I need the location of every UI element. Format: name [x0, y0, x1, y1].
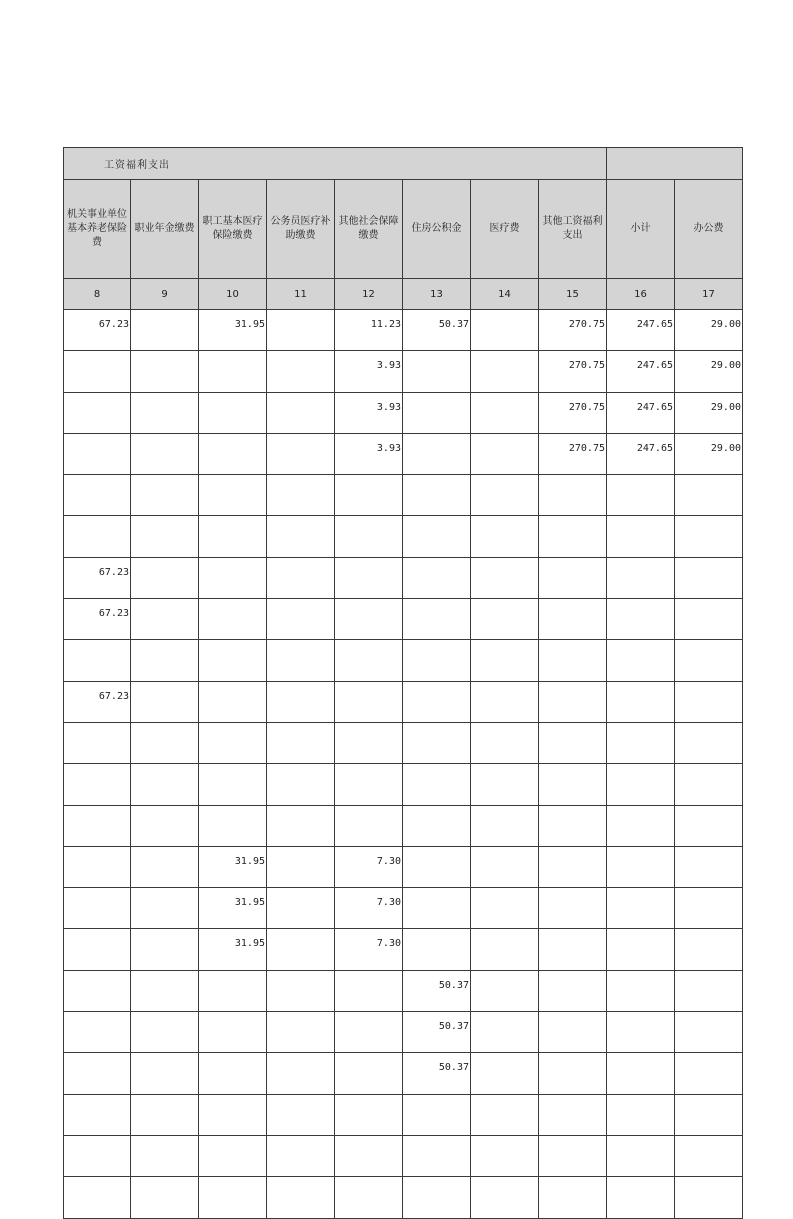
- table-row: [64, 970, 743, 1011]
- table-cell: [607, 681, 675, 722]
- table-row: [64, 1094, 743, 1135]
- table-cell: [607, 970, 675, 1011]
- table-cell: [675, 1177, 743, 1218]
- table-cell: [403, 351, 471, 392]
- table-cell: [335, 516, 403, 557]
- table-row: [64, 681, 743, 722]
- table-cell: [335, 1012, 403, 1053]
- table-cell: [267, 475, 335, 516]
- table-cell: [64, 516, 131, 557]
- table-cell: [675, 888, 743, 929]
- table-cell: 29.00: [675, 351, 743, 392]
- table-cell: [131, 392, 199, 433]
- table-row: [64, 1053, 743, 1094]
- table-cell: 247.65: [607, 310, 675, 351]
- table-cell: [199, 681, 267, 722]
- table-cell: [539, 640, 607, 681]
- table-cell: [403, 433, 471, 474]
- table-cell: [471, 392, 539, 433]
- column-header: 职业年金缴费: [131, 180, 199, 279]
- table-cell: 270.75: [539, 310, 607, 351]
- column-number: 14: [471, 279, 539, 310]
- table-cell: [471, 557, 539, 598]
- table-cell: [403, 888, 471, 929]
- table-cell: [607, 1094, 675, 1135]
- table-cell: [131, 557, 199, 598]
- table-cell: [335, 1053, 403, 1094]
- table-cell: [335, 599, 403, 640]
- table-cell: [335, 970, 403, 1011]
- table-cell: [539, 1094, 607, 1135]
- table-cell: [471, 805, 539, 846]
- table-cell: [471, 1012, 539, 1053]
- table-row: [64, 640, 743, 681]
- budget-table-sheet: [63, 147, 742, 1219]
- table-cell: [607, 805, 675, 846]
- table-cell: [64, 640, 131, 681]
- table-cell: 31.95: [199, 846, 267, 887]
- table-cell: [199, 557, 267, 598]
- column-number: 15: [539, 279, 607, 310]
- table-cell: 29.00: [675, 433, 743, 474]
- table-cell: [539, 805, 607, 846]
- table-cell: 270.75: [539, 433, 607, 474]
- table-cell: [539, 1177, 607, 1218]
- table-cell: [335, 640, 403, 681]
- table-cell: 50.37: [403, 1053, 471, 1094]
- table-cell: [607, 1012, 675, 1053]
- table-cell: [131, 1053, 199, 1094]
- table-cell: [403, 640, 471, 681]
- table-cell: [335, 681, 403, 722]
- table-cell: [471, 599, 539, 640]
- table-cell: [607, 764, 675, 805]
- table-cell: [267, 640, 335, 681]
- table-cell: [64, 392, 131, 433]
- table-cell: [64, 722, 131, 763]
- column-number: 8: [64, 279, 131, 310]
- table-cell: [539, 970, 607, 1011]
- table-cell: [539, 557, 607, 598]
- table-cell: [131, 722, 199, 763]
- table-cell: 67.23: [64, 599, 131, 640]
- table-cell: [403, 681, 471, 722]
- table-cell: [267, 722, 335, 763]
- table-cell: [131, 805, 199, 846]
- table-cell: [471, 475, 539, 516]
- column-header: 小计: [607, 180, 675, 279]
- table-cell: [131, 1135, 199, 1176]
- table-cell: [607, 888, 675, 929]
- table-cell: 31.95: [199, 929, 267, 970]
- table-cell: 3.93: [335, 351, 403, 392]
- table-cell: [607, 599, 675, 640]
- table-cell: 67.23: [64, 681, 131, 722]
- table-row: [64, 888, 743, 929]
- table-cell: [675, 805, 743, 846]
- table-cell: [539, 1012, 607, 1053]
- table-cell: [335, 557, 403, 598]
- table-cell: [267, 557, 335, 598]
- banner-row: [64, 148, 743, 180]
- table-cell: 270.75: [539, 351, 607, 392]
- table-cell: [199, 599, 267, 640]
- table-cell: [64, 929, 131, 970]
- table-cell: 247.65: [607, 433, 675, 474]
- table-cell: [403, 1177, 471, 1218]
- table-cell: [539, 929, 607, 970]
- table-cell: [199, 1135, 267, 1176]
- table-row: [64, 805, 743, 846]
- table-cell: [539, 722, 607, 763]
- table-cell: 29.00: [675, 310, 743, 351]
- column-header: 职工基本医疗保险缴费: [199, 180, 267, 279]
- column-header: 住房公积金: [403, 180, 471, 279]
- table-row: [64, 764, 743, 805]
- table-cell: [675, 516, 743, 557]
- table-cell: [199, 1053, 267, 1094]
- table-cell: [471, 888, 539, 929]
- table-cell: [539, 1135, 607, 1176]
- table-cell: [131, 929, 199, 970]
- table-cell: 31.95: [199, 310, 267, 351]
- table-cell: [131, 516, 199, 557]
- column-number: 12: [335, 279, 403, 310]
- table-cell: [131, 1094, 199, 1135]
- column-number: 11: [267, 279, 335, 310]
- table-cell: [403, 929, 471, 970]
- table-cell: [64, 1012, 131, 1053]
- table-cell: [471, 310, 539, 351]
- table-cell: [675, 722, 743, 763]
- table-cell: [267, 970, 335, 1011]
- table-cell: [199, 433, 267, 474]
- table-cell: 247.65: [607, 351, 675, 392]
- column-number: 16: [607, 279, 675, 310]
- table-cell: [267, 1094, 335, 1135]
- table-cell: [131, 681, 199, 722]
- table-row: [64, 929, 743, 970]
- table-cell: [267, 392, 335, 433]
- table-row: [64, 846, 743, 887]
- table-cell: [335, 1177, 403, 1218]
- table-cell: [471, 516, 539, 557]
- table-cell: [539, 1053, 607, 1094]
- table-cell: [675, 1094, 743, 1135]
- column-header: 其他社会保障缴费: [335, 180, 403, 279]
- table-cell: [335, 475, 403, 516]
- table-cell: 7.30: [335, 888, 403, 929]
- table-row: [64, 1012, 743, 1053]
- table-cell: [131, 1012, 199, 1053]
- table-cell: [471, 1135, 539, 1176]
- table-cell: [64, 805, 131, 846]
- table-cell: 247.65: [607, 392, 675, 433]
- table-cell: [131, 846, 199, 887]
- table-cell: [471, 1177, 539, 1218]
- table-cell: [267, 1177, 335, 1218]
- table-cell: [471, 433, 539, 474]
- table-cell: [675, 475, 743, 516]
- table-cell: [471, 1053, 539, 1094]
- table-cell: 7.30: [335, 929, 403, 970]
- table-row: [64, 557, 743, 598]
- table-cell: [675, 599, 743, 640]
- section-title: 工资福利支出: [64, 148, 607, 180]
- table-cell: [607, 640, 675, 681]
- table-cell: [403, 722, 471, 763]
- table-row: [64, 1177, 743, 1218]
- column-number: 13: [403, 279, 471, 310]
- table-cell: [131, 764, 199, 805]
- table-row: [64, 392, 743, 433]
- table-cell: [403, 392, 471, 433]
- table-row: [64, 310, 743, 351]
- table-cell: [267, 433, 335, 474]
- table-cell: [267, 681, 335, 722]
- table-cell: [403, 764, 471, 805]
- table-cell: [607, 1177, 675, 1218]
- table-cell: 67.23: [64, 310, 131, 351]
- table-cell: [267, 846, 335, 887]
- table-cell: [539, 681, 607, 722]
- table-cell: [131, 475, 199, 516]
- table-cell: [335, 805, 403, 846]
- table-cell: 3.93: [335, 392, 403, 433]
- table-cell: [607, 516, 675, 557]
- banner-blank-cell: [607, 148, 743, 180]
- table-cell: [199, 1177, 267, 1218]
- table-cell: [64, 1135, 131, 1176]
- table-cell: [64, 764, 131, 805]
- table-cell: [267, 929, 335, 970]
- table-cell: [471, 640, 539, 681]
- table-cell: [335, 1094, 403, 1135]
- table-cell: [675, 1135, 743, 1176]
- table-cell: 67.23: [64, 557, 131, 598]
- table-cell: [131, 970, 199, 1011]
- table-cell: [539, 846, 607, 887]
- table-cell: [199, 351, 267, 392]
- table-cell: [607, 929, 675, 970]
- table-cell: [675, 970, 743, 1011]
- column-header: 其他工资福利支出: [539, 180, 607, 279]
- table-cell: [131, 351, 199, 392]
- table-cell: [471, 681, 539, 722]
- table-cell: [335, 1135, 403, 1176]
- table-cell: [131, 310, 199, 351]
- table-cell: [471, 970, 539, 1011]
- table-cell: [199, 1094, 267, 1135]
- table-row: [64, 433, 743, 474]
- table-cell: 50.37: [403, 970, 471, 1011]
- table-cell: 7.30: [335, 846, 403, 887]
- table-cell: 50.37: [403, 1012, 471, 1053]
- column-number: 17: [675, 279, 743, 310]
- table-cell: 50.37: [403, 310, 471, 351]
- table-cell: [403, 846, 471, 887]
- table-cell: [199, 392, 267, 433]
- table-cell: [403, 475, 471, 516]
- table-cell: [267, 310, 335, 351]
- table-cell: [64, 846, 131, 887]
- expenditure-table: [63, 147, 743, 1219]
- column-header: 办公费: [675, 180, 743, 279]
- table-cell: [403, 599, 471, 640]
- table-cell: [471, 722, 539, 763]
- table-cell: [607, 846, 675, 887]
- table-cell: [539, 888, 607, 929]
- table-cell: 29.00: [675, 392, 743, 433]
- table-cell: [267, 1012, 335, 1053]
- table-cell: [64, 1053, 131, 1094]
- table-cell: [64, 888, 131, 929]
- table-cell: [675, 1012, 743, 1053]
- column-header: 公务员医疗补助缴费: [267, 180, 335, 279]
- table-cell: [607, 1053, 675, 1094]
- table-cell: [199, 764, 267, 805]
- table-cell: [267, 805, 335, 846]
- table-cell: [131, 599, 199, 640]
- table-cell: [199, 516, 267, 557]
- table-cell: [131, 640, 199, 681]
- table-cell: [199, 722, 267, 763]
- table-cell: [675, 846, 743, 887]
- table-cell: [267, 351, 335, 392]
- table-cell: [335, 722, 403, 763]
- table-row: [64, 351, 743, 392]
- column-number: 10: [199, 279, 267, 310]
- column-header: 机关事业单位基本养老保险费: [64, 180, 131, 279]
- table-cell: [199, 805, 267, 846]
- table-row: [64, 599, 743, 640]
- table-cell: [607, 475, 675, 516]
- table-cell: [403, 805, 471, 846]
- table-cell: [267, 888, 335, 929]
- table-cell: [403, 1094, 471, 1135]
- table-row: [64, 1135, 743, 1176]
- table-row: [64, 516, 743, 557]
- table-cell: [64, 970, 131, 1011]
- table-cell: [471, 1094, 539, 1135]
- table-cell: [675, 929, 743, 970]
- table-cell: 270.75: [539, 392, 607, 433]
- table-cell: 3.93: [335, 433, 403, 474]
- table-cell: [607, 1135, 675, 1176]
- table-cell: [675, 640, 743, 681]
- table-cell: [267, 1135, 335, 1176]
- table-cell: [607, 557, 675, 598]
- table-cell: [403, 516, 471, 557]
- table-cell: [471, 351, 539, 392]
- table-cell: [64, 1177, 131, 1218]
- table-cell: 31.95: [199, 888, 267, 929]
- table-cell: [675, 764, 743, 805]
- table-cell: [471, 929, 539, 970]
- table-cell: [199, 475, 267, 516]
- table-cell: [131, 888, 199, 929]
- table-cell: [267, 764, 335, 805]
- table-cell: [539, 516, 607, 557]
- column-header-row: [64, 180, 743, 279]
- table-cell: [64, 475, 131, 516]
- table-cell: [267, 516, 335, 557]
- table-cell: [131, 433, 199, 474]
- table-cell: [199, 970, 267, 1011]
- column-number: 9: [131, 279, 199, 310]
- table-cell: [539, 764, 607, 805]
- table-cell: [471, 846, 539, 887]
- table-cell: [539, 475, 607, 516]
- table-cell: [403, 1135, 471, 1176]
- column-number-row: [64, 279, 743, 310]
- table-cell: [267, 1053, 335, 1094]
- table-cell: [675, 1053, 743, 1094]
- table-cell: [675, 557, 743, 598]
- table-cell: [199, 1012, 267, 1053]
- table-cell: [64, 1094, 131, 1135]
- table-cell: [64, 351, 131, 392]
- table-cell: 11.23: [335, 310, 403, 351]
- table-cell: [199, 640, 267, 681]
- table-cell: [403, 557, 471, 598]
- table-row: [64, 722, 743, 763]
- table-row: [64, 475, 743, 516]
- table-cell: [64, 433, 131, 474]
- table-cell: [675, 681, 743, 722]
- table-cell: [335, 764, 403, 805]
- column-header: 医疗费: [471, 180, 539, 279]
- table-cell: [131, 1177, 199, 1218]
- table-cell: [471, 764, 539, 805]
- table-cell: [607, 722, 675, 763]
- table-cell: [539, 599, 607, 640]
- table-cell: [267, 599, 335, 640]
